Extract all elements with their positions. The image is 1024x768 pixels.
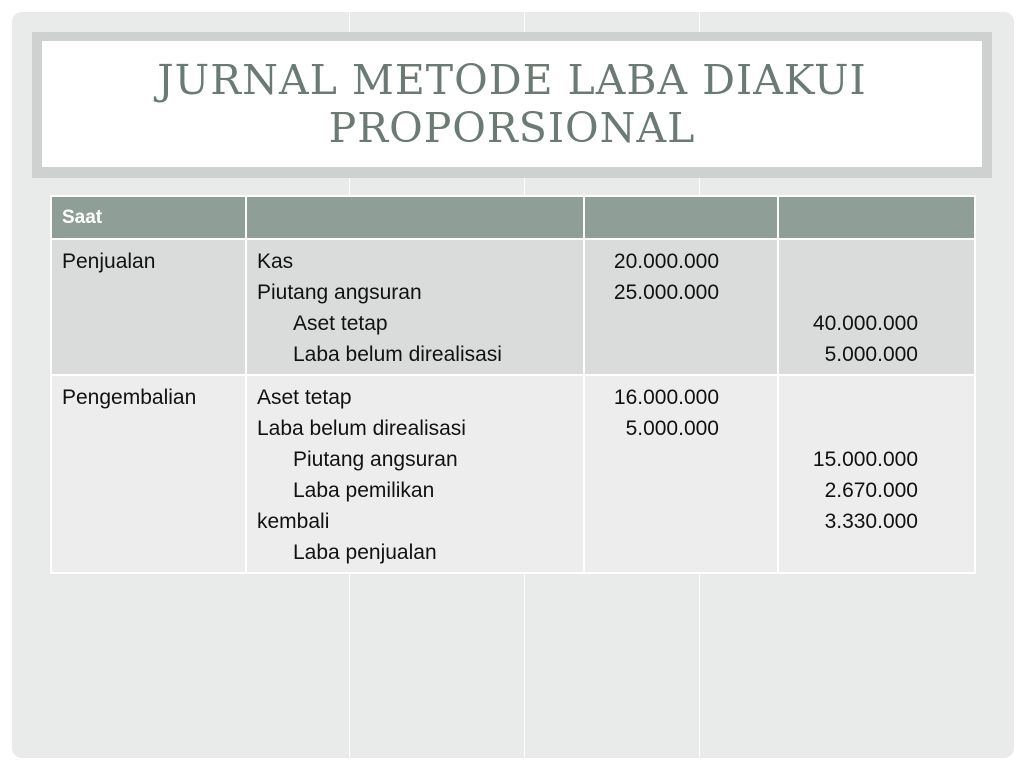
account-line-indented: Laba belum direalisasi [293,343,502,366]
header-account [246,196,584,239]
cell-accounts [246,375,584,573]
cell-credit [778,375,975,573]
credit-amount: 15.000.000 [812,448,918,471]
account-line-indented: Laba pemilikan [293,479,435,502]
credit-amount: 40.000.000 [812,312,918,335]
saat-label: Penjualan [62,250,156,273]
cell-saat [51,375,246,573]
table-header-row [51,196,975,239]
account-line: Piutang angsuran [257,281,422,304]
account-line: kembali [257,510,330,533]
debit-amount: 25.000.000 [613,281,719,304]
debit-amount: 20.000.000 [613,250,719,273]
table-row [51,375,975,573]
cell-accounts [246,239,584,375]
journal-table [50,195,976,574]
credit-amount-empty [789,277,918,308]
header-saat: Saat [51,196,246,239]
header-debit [584,196,778,239]
slide-background [12,12,1014,758]
title-frame [32,32,992,178]
title-line-2: PROPORSIONAL [328,104,696,152]
debit-amount: 16.000.000 [613,386,719,409]
credit-amount: 5.000.000 [824,343,918,366]
credit-amount-empty [789,246,918,277]
header-credit [778,196,975,239]
account-line: Kas [257,250,294,273]
saat-label: Pengembalian [62,386,197,409]
account-line: Laba belum direalisasi [257,417,466,440]
table-row [51,239,975,375]
cell-debit [584,375,778,573]
credit-amount-empty [789,413,918,444]
cell-debit [584,239,778,375]
debit-amount: 5.000.000 [625,417,719,440]
account-line: Aset tetap [257,386,352,409]
title-line-1: JURNAL METODE LABA DIAKUI [157,56,867,104]
slide-title [102,56,922,152]
cell-saat [51,239,246,375]
account-line-indented: Piutang angsuran [293,448,458,471]
title-panel [42,41,982,167]
credit-amount: 2.670.000 [824,479,918,502]
credit-amount: 3.330.000 [824,510,918,533]
account-line-indented: Aset tetap [293,312,388,335]
cell-credit [778,239,975,375]
credit-amount-empty [789,382,918,413]
account-line-indented: Laba penjualan [293,541,437,564]
